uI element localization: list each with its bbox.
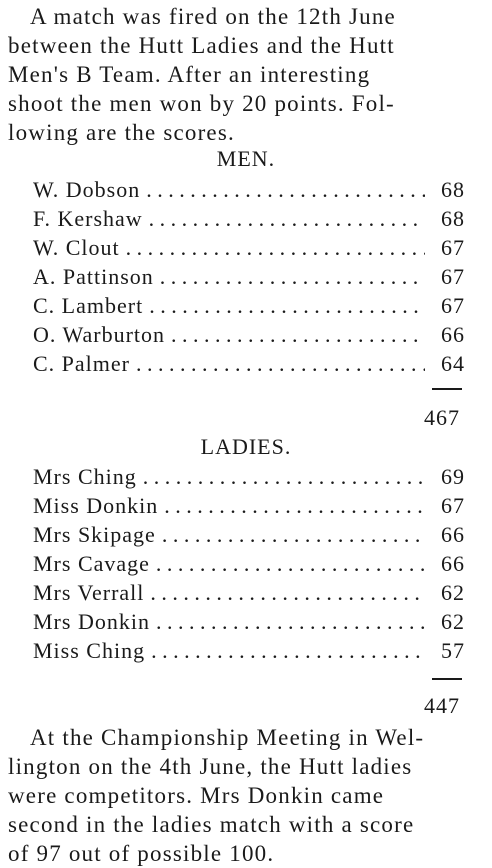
- leader-dots: [146, 175, 425, 204]
- shooter-name: W. Clout: [33, 235, 120, 260]
- leader-dots: [151, 636, 425, 665]
- shooter-name: Mrs Cavage: [33, 551, 150, 576]
- leader-dots: [160, 262, 425, 291]
- shooter-name: Mrs Verrall: [33, 580, 145, 605]
- shooter-name: C. Palmer: [33, 351, 130, 376]
- closing-line: of 97 out of possible 100.: [8, 841, 275, 866]
- shooter-score: 67: [441, 235, 465, 260]
- score-row: [33, 262, 465, 291]
- closing-line: second in the ladies match with a score: [8, 812, 415, 837]
- shooter-name: O. Warburton: [33, 322, 166, 347]
- score-row: [33, 175, 465, 204]
- shooter-name: Miss Donkin: [33, 493, 159, 518]
- shooter-score: 66: [441, 551, 465, 576]
- score-row: [33, 578, 465, 607]
- score-row: [33, 233, 465, 262]
- intro-paragraph: [8, 2, 484, 147]
- leader-dots: [150, 578, 425, 607]
- leader-dots: [126, 233, 425, 262]
- intro-line: Men's B Team. After an interesting: [8, 62, 371, 87]
- score-row: [33, 349, 465, 378]
- intro-line: lowing are the scores.: [8, 120, 235, 145]
- shooter-score: 57: [441, 638, 465, 663]
- leader-dots: [143, 462, 425, 491]
- closing-line: lington on the 4th June, the Hutt ladies: [8, 754, 413, 779]
- shooter-name: Mrs Skipage: [33, 522, 156, 547]
- score-row: [33, 636, 465, 665]
- score-row: [33, 204, 465, 233]
- score-row: [33, 320, 465, 349]
- ladies-total: 447: [424, 693, 460, 718]
- leader-dots: [156, 549, 425, 578]
- shooter-name: Miss Ching: [33, 638, 146, 663]
- shooter-score: 64: [441, 351, 465, 376]
- total-rule: [432, 678, 462, 680]
- shooter-name: W. Dobson: [33, 177, 141, 202]
- shooter-name: Mrs Donkin: [33, 609, 150, 634]
- score-row: [33, 520, 465, 549]
- score-row: [33, 491, 465, 520]
- men-total: 467: [424, 405, 460, 430]
- shooter-score: 66: [441, 322, 465, 347]
- shooter-name: A. Pattinson: [33, 264, 154, 289]
- score-row: [33, 462, 465, 491]
- intro-line: between the Hutt Ladies and the Hutt: [8, 33, 395, 58]
- intro-line: shoot the men won by 20 points. Fol-: [8, 91, 395, 116]
- shooter-score: 62: [441, 580, 465, 605]
- shooter-name: F. Kershaw: [33, 206, 143, 231]
- intro-line: A match was fired on the 12th June: [30, 4, 396, 29]
- leader-dots: [162, 520, 425, 549]
- closing-paragraph: [8, 723, 484, 868]
- leader-dots: [171, 320, 425, 349]
- shooter-score: 67: [441, 264, 465, 289]
- leader-dots: [149, 291, 425, 320]
- shooter-score: 67: [441, 293, 465, 318]
- score-row: [33, 607, 465, 636]
- total-rule: [432, 388, 462, 390]
- shooter-score: 68: [441, 177, 465, 202]
- leader-dots: [136, 349, 425, 378]
- closing-line: were competitors. Mrs Donkin came: [8, 783, 385, 808]
- score-row: [33, 291, 465, 320]
- leader-dots: [149, 204, 425, 233]
- men-score-list: [33, 175, 465, 378]
- shooter-score: 67: [441, 493, 465, 518]
- shooter-score: 66: [441, 522, 465, 547]
- leader-dots: [164, 491, 425, 520]
- leader-dots: [156, 607, 425, 636]
- ladies-score-list: [33, 462, 465, 665]
- shooter-score: 69: [441, 464, 465, 489]
- score-row: [33, 549, 465, 578]
- shooter-score: 68: [441, 206, 465, 231]
- closing-line: At the Championship Meeting in Wel-: [30, 725, 425, 750]
- ladies-heading: LADIES.: [200, 434, 292, 459]
- men-heading: MEN.: [216, 146, 276, 171]
- shooter-name: C. Lambert: [33, 293, 144, 318]
- shooter-score: 62: [441, 609, 465, 634]
- shooter-name: Mrs Ching: [33, 464, 137, 489]
